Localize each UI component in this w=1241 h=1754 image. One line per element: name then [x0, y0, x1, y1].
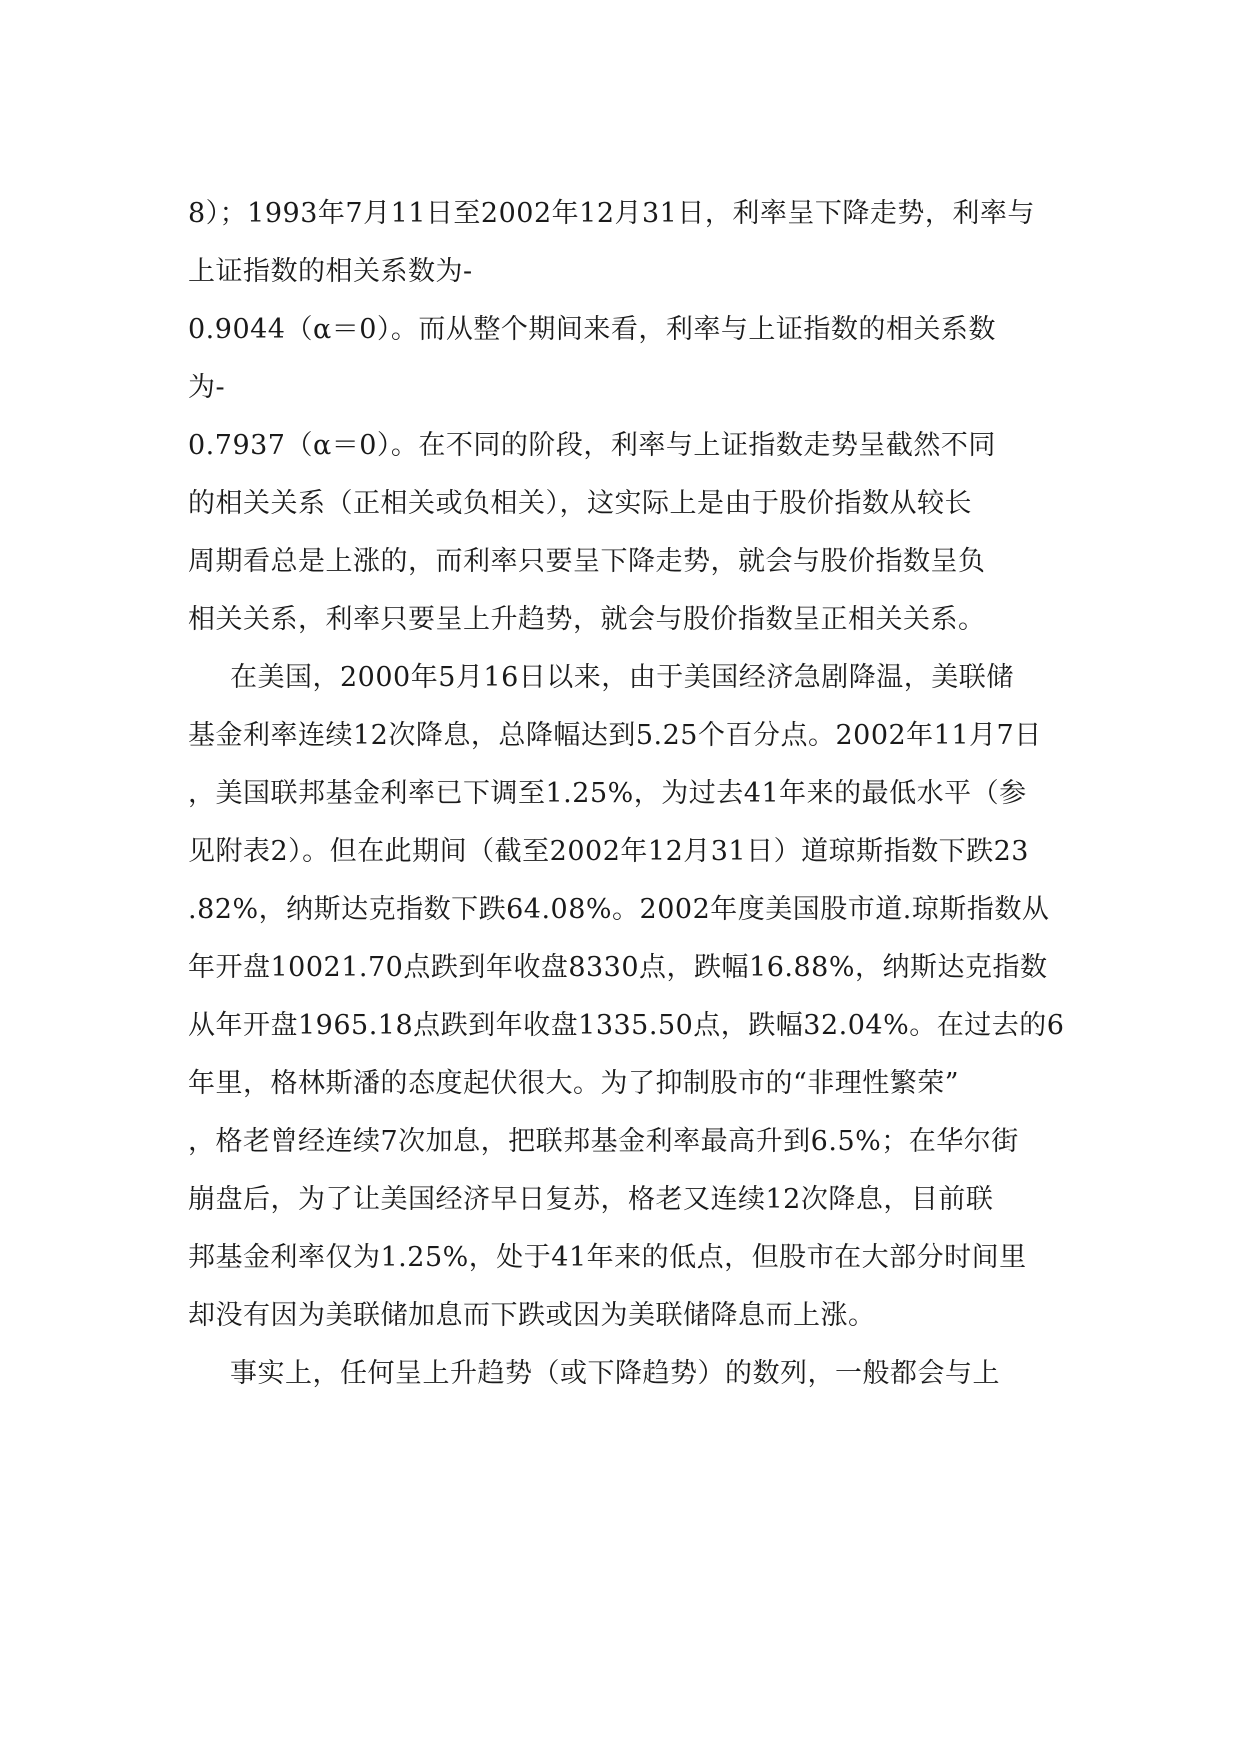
text-line-7: 周期看总是上涨的，而利率只要呈下降走势，就会与股价指数呈负	[188, 546, 986, 577]
text-line-16: 年里，格林斯潘的态度起伏很大。为了抑制股市的“非理性繁荣”	[188, 1068, 960, 1099]
text-line-2: 上证指数的相关系数为-	[188, 256, 473, 287]
text-line-19: 邦基金利率仅为1.25%，处于41年来的低点，但股市在大部分时间里	[188, 1242, 1027, 1273]
text-line-20: 却没有因为美联储加息而下跌或因为美联储降息而上涨。	[188, 1300, 876, 1331]
paragraph-start-line-9: 在美国，2000年5月16日以来，由于美国经济急剧降温，美联储	[230, 662, 1014, 693]
text-line-3: 0.9044（α＝0）。而从整个期间来看，利率与上证指数的相关系数	[188, 314, 996, 345]
text-line-15: 从年开盘1965.18点跌到年收盘1335.50点，跌幅32.04%。在过去的6	[188, 1010, 1065, 1041]
text-line-14: 年开盘10021.70点跌到年收盘8330点，跌幅16.88%，纳斯达克指数	[188, 952, 1048, 983]
text-line-11: ，美国联邦基金利率已下调至1.25%，为过去41年来的最低水平（参	[188, 778, 1027, 809]
paragraph-start-line-21: 事实上，任何呈上升趋势（或下降趋势）的数列，一般都会与上	[230, 1358, 1000, 1389]
text-line-4: 为-	[188, 372, 226, 403]
text-line-12: 见附表2）。但在此期间（截至2002年12月31日）道琼斯指数下跌23	[188, 836, 1029, 867]
text-line-1: 8）；1993年7月11日至2002年12月31日，利率呈下降走势，利率与	[188, 198, 1035, 229]
text-line-18: 崩盘后，为了让美国经济早日复苏，格老又连续12次降息，目前联	[188, 1184, 994, 1215]
text-line-5: 0.7937（α＝0）。在不同的阶段，利率与上证指数走势呈截然不同	[188, 430, 996, 461]
text-line-10: 基金利率连续12次降息，总降幅达到5.25个百分点。2002年11月7日	[188, 720, 1042, 751]
text-line-8: 相关关系，利率只要呈上升趋势，就会与股价指数呈正相关关系。	[188, 604, 986, 635]
text-line-17: ，格老曾经连续7次加息，把联邦基金利率最高升到6.5%；在华尔街	[188, 1126, 1019, 1157]
text-line-13: .82%，纳斯达克指数下跌64.08%。2002年度美国股市道.琼斯指数从	[188, 894, 1050, 925]
text-line-6: 的相关关系（正相关或负相关），这实际上是由于股价指数从较长	[188, 488, 972, 519]
